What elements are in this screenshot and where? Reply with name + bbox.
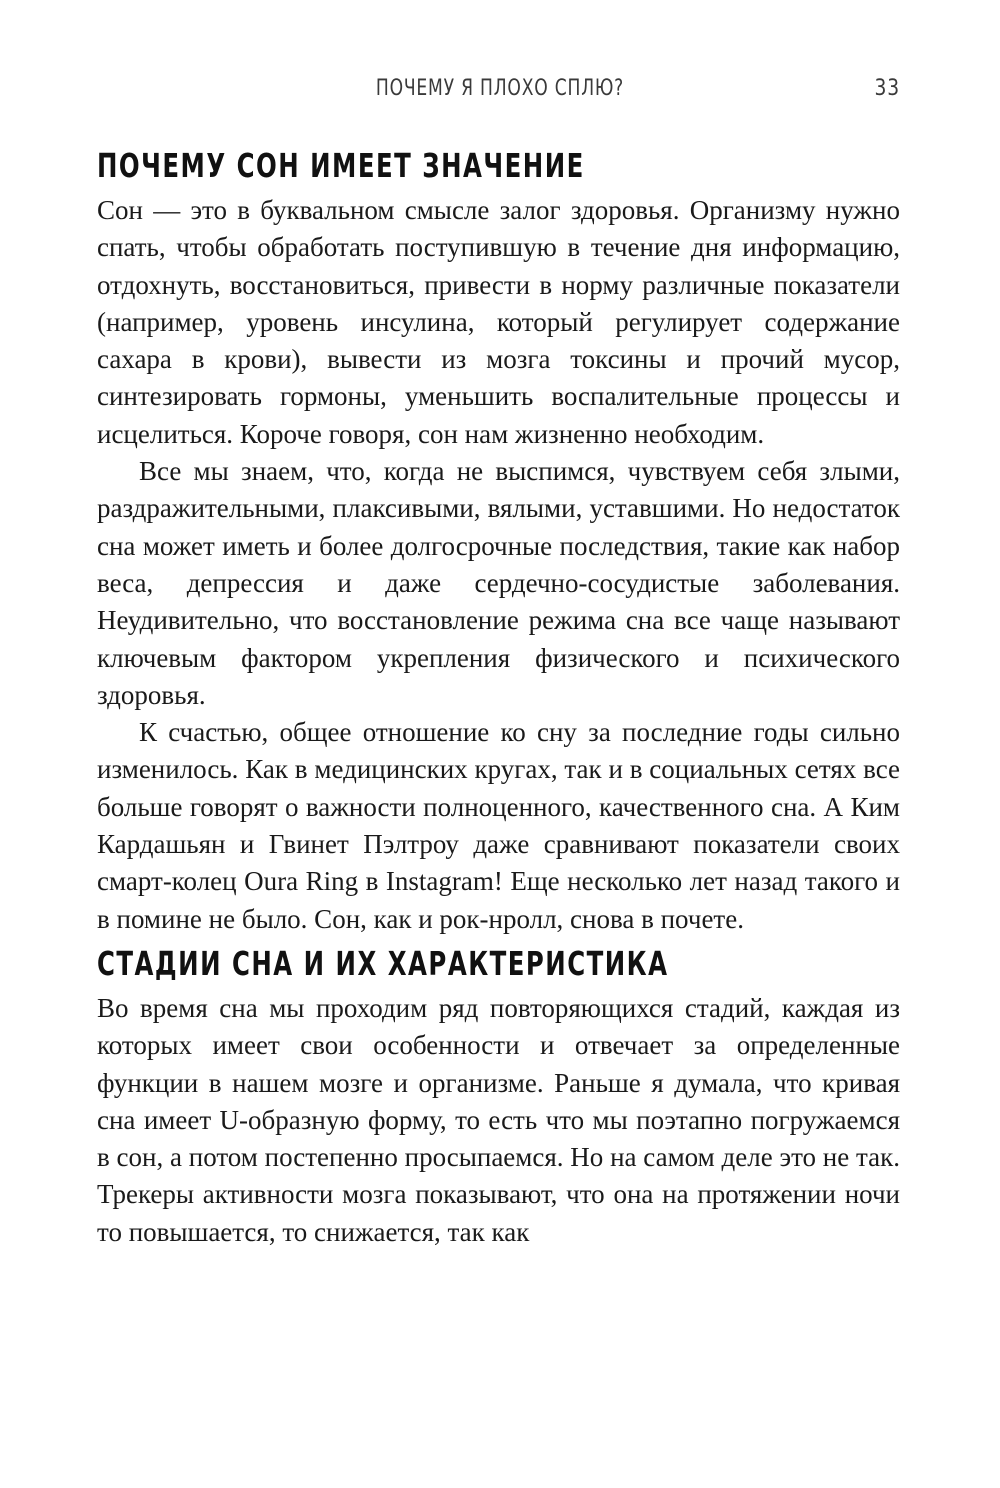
section-heading-why-sleep-matters: ПОЧЕМУ СОН ИМЕЕТ ЗНАЧЕНИЕ — [97, 146, 585, 185]
paragraph: К счастью, общее отношение ко сну за последние годы сильно изменилось. Как в медицинских кругах, так и в социальных сетях все больше говорят о важности полноценного, качественного сна. А Ким Кардашьян и Гвинет Пэлтроу даже сравнивают показатели своих смарт-колец Oura Ring в Instagram! Еще несколько лет назад такого и в помине не было. Сон, как и рок-нролл, снова в почете. — [97, 717, 900, 934]
running-head — [0, 70, 1000, 110]
section-heading-sleep-stages: СТАДИИ СНА И ИХ ХАРАКТЕРИСТИКА — [97, 943, 669, 983]
page-number: 33 — [874, 76, 900, 101]
paragraph: Все мы знаем, что, когда не выспимся, чувствуем себя злыми, раздражительными, плаксивыми, вялыми, уставшими. Но недостаток сна может иметь и более долгосрочные последствия, такие как набор веса, депрессия и даже сердечно-сосудистые заболевания. Неудивительно, что восстановление режима сна все чаще называют ключевым фактором укрепления физического и психического здоровья. — [97, 456, 900, 710]
paragraph: Сон — это в буквальном смысле залог здоровья. Организму нужно спать, чтобы обработать поступившую в течение дня информацию, отдохнуть, восстановиться, привести в норму различные показатели (например, уровень инсулина, который регулирует содержание сахара в крови), вывести из мозга токсины и прочий мусор, синтезировать гормоны, уменьшить воспалительные процессы и исцелиться. Короче говоря, сон нам жизненно необходим. — [97, 195, 900, 449]
page-content — [97, 140, 900, 1251]
paragraph: Во время сна мы проходим ряд повторяющихся стадий, каждая из которых имеет свои особенности и отвечает за определенные функции в нашем мозге и организме. Раньше я думала, что кривая сна имеет U-образную форму, то есть что мы поэтапно погружаемся в сон, а потом постепенно просыпаемся. Но на самом деле это не так. Трекеры активности мозга показывают, что она на протяжении ночи то повышается, то снижается, так как — [97, 992, 900, 1247]
running-title: ПОЧЕМУ Я ПЛОХО СПЛЮ? — [375, 76, 625, 101]
